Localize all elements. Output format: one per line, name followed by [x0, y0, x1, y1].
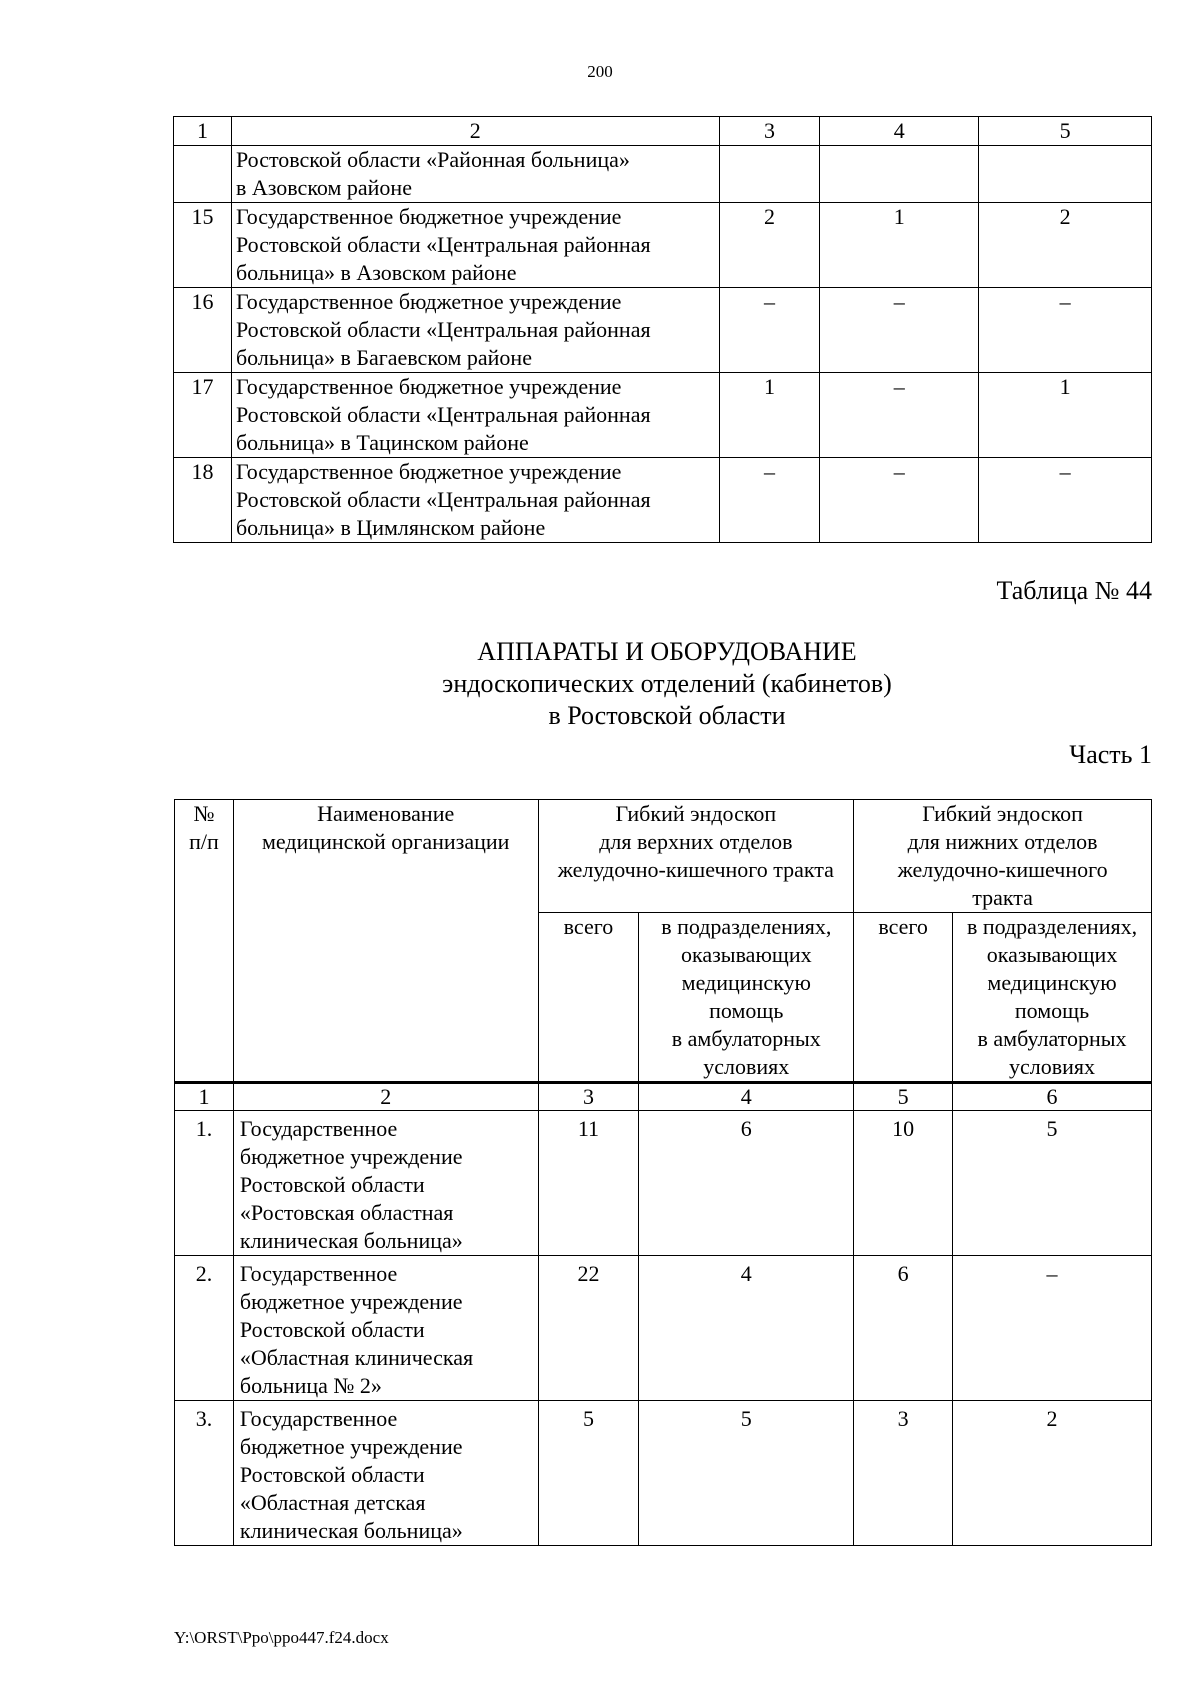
table-row	[174, 146, 1152, 203]
footer-file-path: Y:\ORST\Ppo\ppo447.f24.docx	[174, 1628, 389, 1647]
row-number: 2.	[175, 1256, 234, 1401]
org-name: Государственное бюджетное учреждение Ростовской области «Центральная районная больница» в Тацинском районе	[231, 373, 719, 458]
cell-value: 22	[538, 1256, 639, 1401]
cell-value: 4	[639, 1256, 854, 1401]
org-name: Государственное бюджетное учреждение Ростовской области «Ростовская областная клиническая больница»	[233, 1111, 538, 1256]
col-number: 1	[175, 1083, 234, 1111]
cell-value	[979, 146, 1152, 203]
table-row	[174, 288, 1152, 373]
org-name: Государственное бюджетное учреждение Ростовской области «Областная детская клиническая больница»	[233, 1401, 538, 1546]
cell-value: 5	[639, 1401, 854, 1546]
table-row	[175, 1256, 1152, 1401]
org-name: Государственное бюджетное учреждение Ростовской области «Центральная районная больница» в Багаевском районе	[231, 288, 719, 373]
cell-value: 2	[719, 203, 820, 288]
row-number: 16	[174, 288, 232, 373]
col-number: 6	[953, 1083, 1152, 1111]
table-header-row	[175, 800, 1152, 913]
row-number	[174, 146, 232, 203]
title-main: АППАРАТЫ И ОБОРУДОВАНИЕ	[477, 637, 857, 666]
org-name: Государственное бюджетное учреждение Ростовской области «Областная клиническая больница № 2»	[233, 1256, 538, 1401]
table-title	[0, 636, 1200, 732]
table-row	[174, 458, 1152, 543]
row-number: 17	[174, 373, 232, 458]
cell-value: 5	[953, 1111, 1152, 1256]
cell-value: 1	[820, 203, 979, 288]
title-subtitle: эндоскопических отделений (кабинетов)	[442, 669, 892, 698]
table-row	[174, 203, 1152, 288]
page-number: 200	[587, 62, 613, 81]
header-upper-endoscope: Гибкий эндоскоп для верхних отделов желудочно-кишечного тракта	[538, 800, 854, 913]
cell-value: –	[719, 458, 820, 543]
table-header-row	[174, 117, 1152, 146]
cell-value: 5	[538, 1401, 639, 1546]
header-outpatient: в подразделениях, оказывающих медицинскую помощь в амбулаторных условиях	[953, 913, 1152, 1083]
cell-value: 1	[719, 373, 820, 458]
cell-value: 2	[979, 203, 1152, 288]
row-number: 3.	[175, 1401, 234, 1546]
continued-table	[173, 116, 1152, 543]
org-name: Государственное бюджетное учреждение Ростовской области «Центральная районная больница» в Цимлянском районе	[231, 458, 719, 543]
col-number: 5	[979, 117, 1152, 146]
cell-value: –	[953, 1256, 1152, 1401]
col-number: 3	[719, 117, 820, 146]
header-number: № п/п	[175, 800, 234, 1083]
col-number: 1	[174, 117, 232, 146]
cell-value: 2	[953, 1401, 1152, 1546]
table-row	[175, 1401, 1152, 1546]
col-number: 2	[233, 1083, 538, 1111]
table-row	[175, 1111, 1152, 1256]
cell-value	[820, 146, 979, 203]
col-number: 2	[231, 117, 719, 146]
org-name: Государственное бюджетное учреждение Ростовской области «Центральная районная больница» в Азовском районе	[231, 203, 719, 288]
header-lower-endoscope: Гибкий эндоскоп для нижних отделов желудочно-кишечного тракта	[854, 800, 1152, 913]
org-name: Ростовской области «Районная больница» в Азовском районе	[231, 146, 719, 203]
cell-value: 1	[979, 373, 1152, 458]
col-number: 4	[820, 117, 979, 146]
cell-value: –	[820, 288, 979, 373]
header-total: всего	[854, 913, 953, 1083]
row-number: 18	[174, 458, 232, 543]
cell-value: 6	[854, 1256, 953, 1401]
table-row	[174, 373, 1152, 458]
row-number: 1.	[175, 1111, 234, 1256]
equipment-table	[174, 799, 1152, 1546]
row-number: 15	[174, 203, 232, 288]
title-subtitle: в Ростовской области	[548, 701, 786, 730]
col-number: 4	[639, 1083, 854, 1111]
header-outpatient: в подразделениях, оказывающих медицинскую помощь в амбулаторных условиях	[639, 913, 854, 1083]
col-number: 3	[538, 1083, 639, 1111]
col-number: 5	[854, 1083, 953, 1111]
cell-value: 3	[854, 1401, 953, 1546]
table-number: Таблица № 44	[996, 576, 1152, 605]
cell-value: –	[979, 288, 1152, 373]
cell-value: –	[820, 373, 979, 458]
cell-value: –	[820, 458, 979, 543]
cell-value: –	[719, 288, 820, 373]
cell-value: 6	[639, 1111, 854, 1256]
header-total: всего	[538, 913, 639, 1083]
cell-value: 11	[538, 1111, 639, 1256]
cell-value	[719, 146, 820, 203]
cell-value: –	[979, 458, 1152, 543]
header-org-name: Наименование медицинской организации	[233, 800, 538, 1083]
part-label: Часть 1	[1069, 740, 1152, 769]
cell-value: 10	[854, 1111, 953, 1256]
column-number-row	[175, 1083, 1152, 1111]
